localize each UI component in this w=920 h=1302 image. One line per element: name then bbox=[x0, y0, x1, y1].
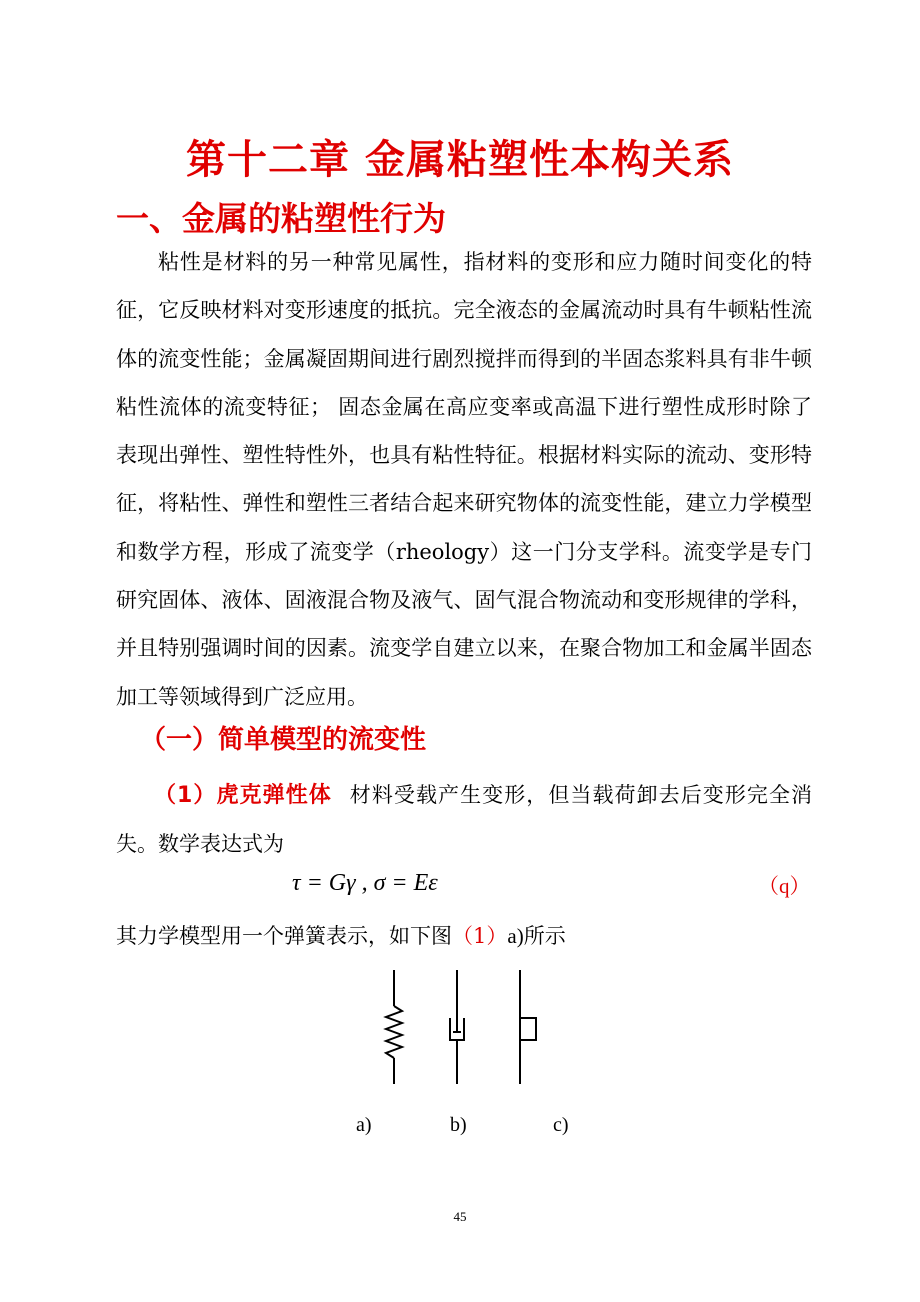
chapter-title: 第十二章 金属粘塑性本构关系 bbox=[186, 137, 734, 183]
figure-label-c: c) bbox=[553, 1114, 569, 1136]
figure-ref-sub: a) bbox=[507, 924, 524, 948]
figure-ref-number: （1） bbox=[452, 924, 508, 948]
friction-block-model bbox=[520, 970, 536, 1084]
hooke-paragraph bbox=[116, 771, 812, 868]
figure-sentence-before: 其力学模型用一个弹簧表示，如下图 bbox=[116, 924, 452, 948]
intro-paragraph: 粘性是材料的另一种常见属性，指材料的变形和应力随时间变化的特征，它反映材料对变形速度的抵抗。完全液态的金属流动时具有牛顿粘性流体的流变性能；金属凝固期间进行剧烈搅拌而得到的半固态浆料具有非牛顿粘性流体的流变特征； 固态金属在高应变率或高温下进行塑性成形时除了表现出弹性、塑性特性外，也具有粘性特征。根据材料实际的流动、变形特征，将粘性、弹性和塑性三者结合起来研究物体的流变性能，建立力学模型和数学方程，形成了流变学（rheology）这一门分支学科。流变学是专门研究固体、液体、固液混合物及液气、固气混合物流动和变形规律的学科，并且特别强调时间的因素。流变学自建立以来，在聚合物加工和金属半固态加工等领域得到广泛应用。 bbox=[116, 250, 812, 709]
hooke-label: （1）虎克弹性体 bbox=[154, 783, 332, 808]
dashpot-model bbox=[450, 970, 464, 1084]
figure-label-b: b) bbox=[450, 1114, 467, 1136]
spring-model bbox=[386, 970, 402, 1084]
figure-sentence-after: 所示 bbox=[523, 924, 566, 948]
figure-reference-sentence bbox=[116, 916, 566, 956]
subsection-heading: （一）简单模型的流变性 bbox=[140, 725, 427, 755]
equation: τ = Gγ , σ = Eε bbox=[292, 870, 438, 896]
figure-label-a: a) bbox=[356, 1114, 372, 1136]
equation-number: （q） bbox=[758, 874, 811, 898]
section-heading: 一、金属的粘塑性行为 bbox=[116, 199, 446, 238]
rheology-model-figure bbox=[370, 970, 570, 1086]
hooke-text: 材料受载产生变形，但当载荷卸去后变形完全消失。数学表达式为 bbox=[116, 783, 813, 856]
page-number: 45 bbox=[453, 1209, 467, 1224]
